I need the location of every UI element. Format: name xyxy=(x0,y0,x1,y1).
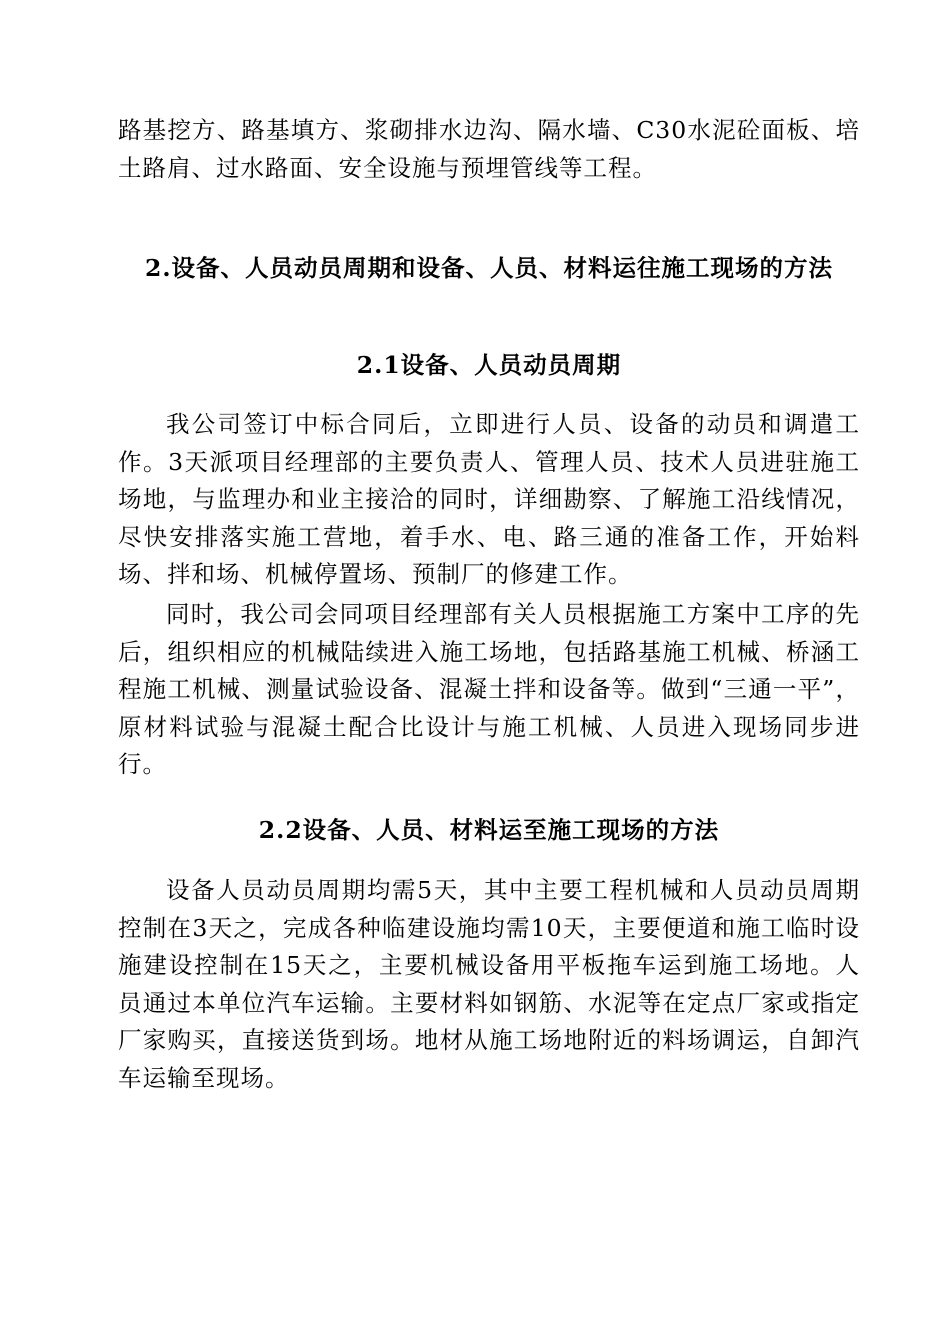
section-2-1-paragraph-2: 同时，我公司会同项目经理部有关人员根据施工方案中工序的先后，组织相应的机械陆续进入施工场地，包括路基施工机械、桥涵工程施工机械、测量试验设备、混凝土拌和设备等。做到“三通一平”，原材料试验与混凝土配合比设计与施工机械、人员进入现场同步进行。 xyxy=(118,600,860,778)
section-2-2-paragraph-1: 设备人员动员周期均需5天，其中主要工程机械和人员动员周期控制在3天之，完成各种临建设施均需10天，主要便道和施工临时设施建设控制在15天之，主要机械设备用平板拖车运到施工场地。人员通过本单位汽车运输。主要材料如钢筋、水泥等在定点厂家或指定厂家购买，直接送货到场。地材从施工场地附近的料场调运，自卸汽车运输至现场。 xyxy=(118,876,860,1092)
section-2-heading: 2.设备、人员动员周期和设备、人员、材料运往施工现场的方法 xyxy=(144,254,834,282)
intro-paragraph: 路基挖方、路基填方、浆砌排水边沟、隔水墙、C30水泥砼面板、培土路肩、过水路面、安全设施与预埋管线等工程。 xyxy=(118,116,860,182)
section-2-1-paragraph-1: 我公司签订中标合同后，立即进行人员、设备的动员和调遣工作。3天派项目经理部的主要负责人、管理人员、技术人员进驻施工场地，与监理办和业主接洽的同时，详细勘察、了解施工沿线情况，尽快安排落实施工营地，着手水、电、路三通的准备工作，开始料场、拌和场、机械停置场、预制厂的修建工作。 xyxy=(118,410,860,588)
section-2-2-heading: 2.2设备、人员、材料运至施工现场的方法 xyxy=(258,816,720,844)
section-2-1-heading: 2.1设备、人员动员周期 xyxy=(356,351,622,379)
